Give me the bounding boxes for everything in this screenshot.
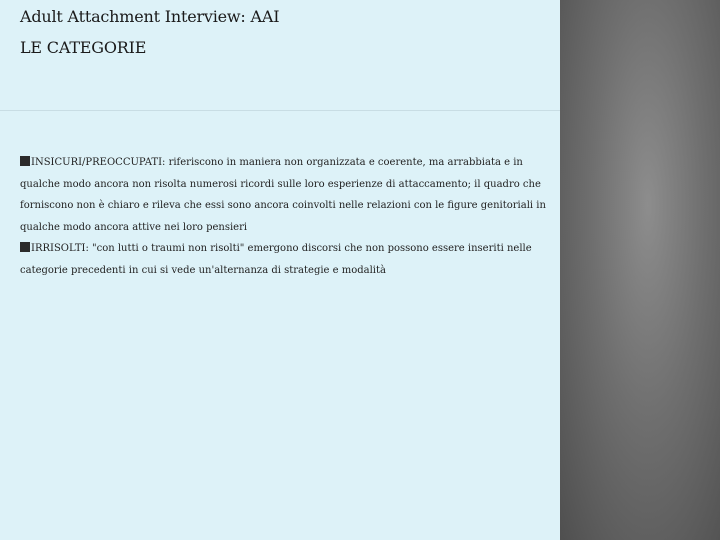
body-text [20, 152, 550, 282]
slide-subtitle: LE CATEGORIE [20, 38, 147, 57]
square-bullet-icon [20, 242, 30, 252]
square-bullet-icon [20, 156, 30, 166]
paragraph-text: IRRISOLTI: "con lutti o traumi non risolti" emergono discorsi che non possono essere inseriti nelle categorie precedenti in cui si vede un'alternanza di strategie e modalità [20, 243, 532, 276]
bullet-paragraph-insicuri [20, 152, 550, 238]
decorative-side-panel [560, 0, 720, 540]
bullet-paragraph-irrisolti [20, 238, 550, 281]
paragraph-text: INSICURI/PREOCCUPATI: riferiscono in maniera non organizzata e coerente, ma arrabbiata e in qualche modo ancora non risolta numerosi ricordi sulle loro esperienze di attaccamento; il quadro che forniscono non è chiaro e rileva che essi sono ancora coinvolti nelle relazioni con le figure genitoriali in qualche modo ancora attive nei loro pensieri [20, 157, 546, 233]
title-placeholder [0, 0, 560, 111]
slide-title: Adult Attachment Interview: AAI [20, 7, 280, 26]
